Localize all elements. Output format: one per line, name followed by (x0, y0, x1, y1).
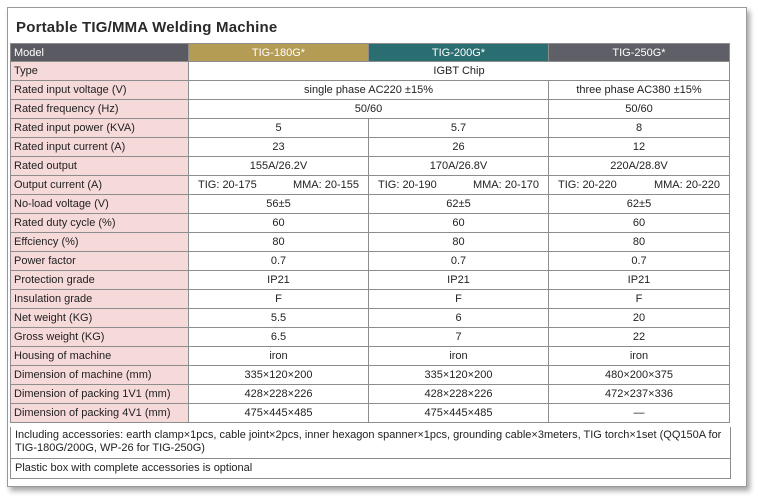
cell-value: 5 (189, 119, 369, 138)
table-row (11, 366, 730, 385)
type-value: IGBT Chip (189, 62, 730, 81)
table-row (11, 195, 730, 214)
table-row (11, 404, 730, 423)
row-label: Rated input current (A) (11, 138, 189, 157)
mma-range: MMA: 20-155 (292, 179, 359, 191)
cell-value: 80 (369, 233, 549, 252)
table-row (11, 157, 730, 176)
table-row (11, 138, 730, 157)
cell-value: 23 (189, 138, 369, 157)
cell-value: 475×445×485 (189, 404, 369, 423)
row-label: Rated output (11, 157, 189, 176)
cell-value: 26 (369, 138, 549, 157)
model-tig-200g: TIG-200G* (369, 44, 549, 62)
model-tig-250g: TIG-250G* (549, 44, 730, 62)
cell-value: F (549, 290, 730, 309)
cell-value: 60 (369, 214, 549, 233)
frequency-three-value: 50/60 (549, 100, 730, 119)
cell-value: F (189, 290, 369, 309)
cell-value (549, 176, 730, 195)
cell-value: 170A/26.8V (369, 157, 549, 176)
cell-value: 22 (549, 328, 730, 347)
table-row (11, 176, 730, 195)
cell-value: 480×200×375 (549, 366, 730, 385)
table-row (11, 81, 730, 100)
row-label: Protection grade (11, 271, 189, 290)
table-row (11, 309, 730, 328)
cell-value: iron (549, 347, 730, 366)
cell-value: 60 (189, 214, 369, 233)
mma-range: MMA: 20-170 (472, 179, 539, 191)
tig-range: TIG: 20-190 (378, 179, 437, 191)
row-label: Dimension of packing 1V1 (mm) (11, 385, 189, 404)
cell-value: 80 (549, 233, 730, 252)
table-header-row (11, 44, 730, 62)
table-row (11, 119, 730, 138)
table-row (11, 271, 730, 290)
mma-range: MMA: 20-220 (653, 179, 720, 191)
row-label: Effciency (%) (11, 233, 189, 252)
tig-range: TIG: 20-175 (198, 179, 257, 191)
row-label: Rated frequency (Hz) (11, 100, 189, 119)
row-label: Rated input power (KVA) (11, 119, 189, 138)
cell-value: 5.5 (189, 309, 369, 328)
table-row (11, 62, 730, 81)
cell-value: 12 (549, 138, 730, 157)
cell-value: 8 (549, 119, 730, 138)
cell-value: F (369, 290, 549, 309)
cell-value: 472×237×336 (549, 385, 730, 404)
cell-value (189, 176, 369, 195)
row-label: Dimension of machine (mm) (11, 366, 189, 385)
table-row (11, 233, 730, 252)
cell-value: 335×120×200 (369, 366, 549, 385)
row-label: Gross weight (KG) (11, 328, 189, 347)
row-label: Rated duty cycle (%) (11, 214, 189, 233)
row-label: Net weight (KG) (11, 309, 189, 328)
row-label: Housing of machine (11, 347, 189, 366)
cell-value (369, 176, 549, 195)
table-row (11, 290, 730, 309)
table-row (11, 385, 730, 404)
cell-value: IP21 (549, 271, 730, 290)
table-row (11, 347, 730, 366)
row-label: No-load voltage (V) (11, 195, 189, 214)
frequency-single-value: 50/60 (189, 100, 549, 119)
cell-value: 56±5 (189, 195, 369, 214)
tig-range: TIG: 20-220 (558, 179, 617, 191)
cell-value: iron (189, 347, 369, 366)
header-model-label: Model (11, 44, 189, 62)
cell-value: IP21 (369, 271, 549, 290)
cell-value: 335×120×200 (189, 366, 369, 385)
cell-value: 0.7 (549, 252, 730, 271)
notes-section (10, 427, 731, 479)
cell-value: — (549, 404, 730, 423)
voltage-single-value: single phase AC220 ±15% (189, 81, 549, 100)
cell-value: 6.5 (189, 328, 369, 347)
model-tig-180g: TIG-180G* (189, 44, 369, 62)
cell-value: iron (369, 347, 549, 366)
cell-value: 428×228×226 (369, 385, 549, 404)
table-row (11, 328, 730, 347)
row-label: Rated input voltage (V) (11, 81, 189, 100)
cell-value: 60 (549, 214, 730, 233)
cell-value: 0.7 (369, 252, 549, 271)
cell-value: IP21 (189, 271, 369, 290)
cell-value: 155A/26.2V (189, 157, 369, 176)
table-row (11, 100, 730, 119)
cell-value: 80 (189, 233, 369, 252)
cell-value: 7 (369, 328, 549, 347)
row-label: Output current (A) (11, 176, 189, 195)
cell-value: 20 (549, 309, 730, 328)
spec-table (10, 43, 730, 423)
cell-value: 62±5 (549, 195, 730, 214)
cell-value: 428×228×226 (189, 385, 369, 404)
voltage-three-value: three phase AC380 ±15% (549, 81, 730, 100)
cell-value: 5.7 (369, 119, 549, 138)
accessories-note: Including accessories: earth clamp×1pcs, cable joint×2pcs, inner hexagon spanner×1pcs, grounding cable×3meters, TIG torch×1set (QQ150A for TIG-180G/200G, WP-26 for TIG-250G) (11, 427, 730, 459)
table-row (11, 252, 730, 271)
cell-value: 6 (369, 309, 549, 328)
cell-value: 62±5 (369, 195, 549, 214)
row-label: Insulation grade (11, 290, 189, 309)
table-row (11, 214, 730, 233)
plastic-box-note: Plastic box with complete accessories is optional (15, 462, 253, 474)
cell-value: 475×445×485 (369, 404, 549, 423)
page-title: Portable TIG/MMA Welding Machine (16, 19, 278, 36)
row-label: Type (11, 62, 189, 81)
cell-value: 0.7 (189, 252, 369, 271)
row-label: Power factor (11, 252, 189, 271)
row-label: Dimension of packing 4V1 (mm) (11, 404, 189, 423)
cell-value: 220A/28.8V (549, 157, 730, 176)
